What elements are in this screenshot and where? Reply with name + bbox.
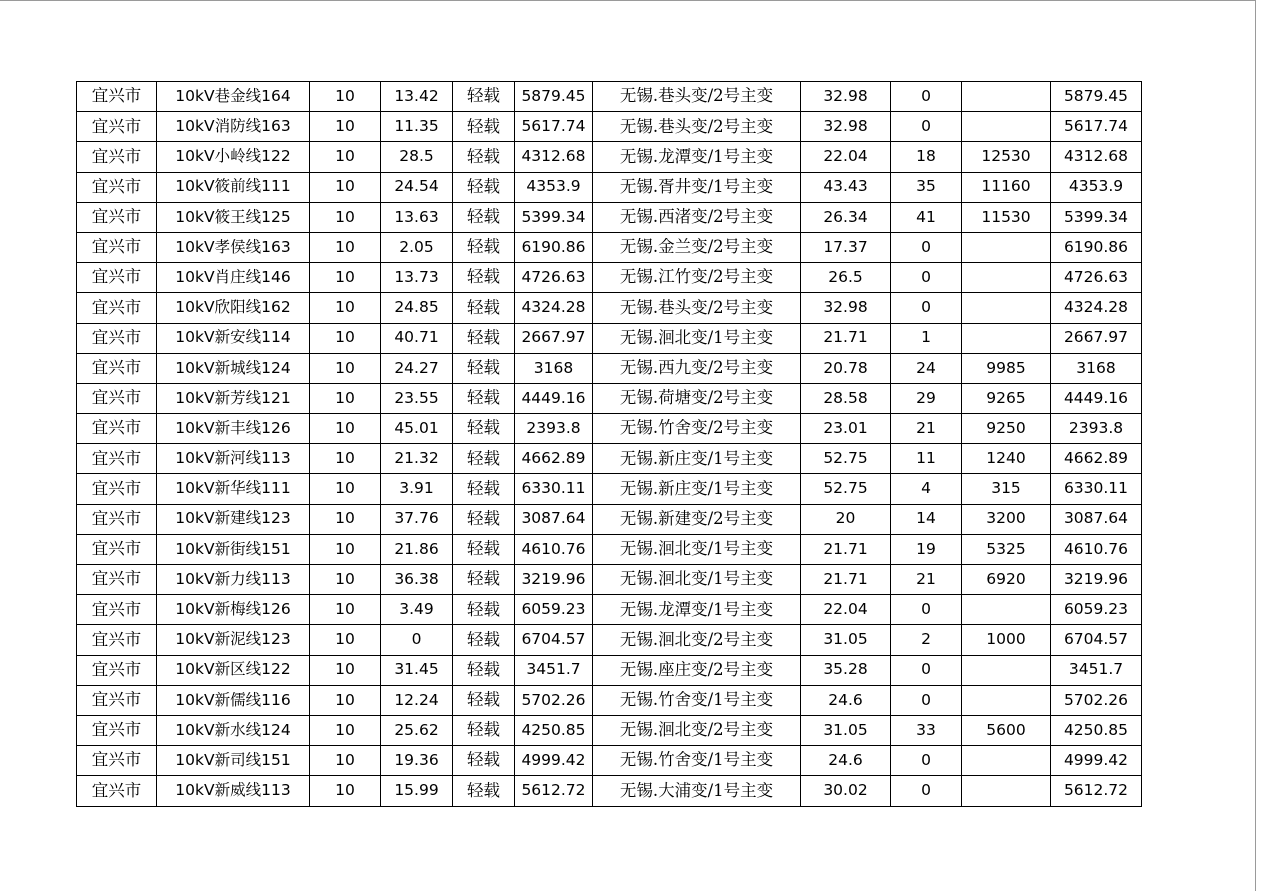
- transformer-load-rate-cell: 20.78: [801, 353, 891, 383]
- load-rate-cell: 13.42: [381, 82, 453, 112]
- city-cell: 宜兴市: [77, 172, 157, 202]
- transformer-load-rate-cell: 24.6: [801, 685, 891, 715]
- table-row: [77, 474, 1142, 504]
- line-name-cell: 10kV孝侯线163: [157, 232, 310, 262]
- substation-transformer-cell: 无锡.竹舍变/1号主变: [593, 746, 801, 776]
- reserved-capacity-cell: 9985: [962, 353, 1051, 383]
- count-cell: 14: [891, 504, 962, 534]
- reserved-capacity-cell: 1240: [962, 444, 1051, 474]
- voltage-cell: 10: [310, 625, 381, 655]
- capacity-cell: 4353.9: [515, 172, 593, 202]
- voltage-cell: 10: [310, 172, 381, 202]
- available-capacity-cell: 4449.16: [1051, 383, 1142, 413]
- line-name-cell: 10kV肖庄线146: [157, 263, 310, 293]
- count-cell: 2: [891, 625, 962, 655]
- substation-transformer-cell: 无锡.龙潭变/1号主变: [593, 595, 801, 625]
- reserved-capacity-cell: [962, 232, 1051, 262]
- count-cell: 0: [891, 232, 962, 262]
- line-name-cell: 10kV新华线111: [157, 474, 310, 504]
- count-cell: 24: [891, 353, 962, 383]
- voltage-cell: 10: [310, 263, 381, 293]
- load-rate-cell: 36.38: [381, 565, 453, 595]
- load-rate-cell: 28.5: [381, 142, 453, 172]
- transformer-load-rate-cell: 31.05: [801, 715, 891, 745]
- available-capacity-cell: 5617.74: [1051, 112, 1142, 142]
- capacity-cell: 3451.7: [515, 655, 593, 685]
- load-status-cell: 轻载: [453, 625, 515, 655]
- count-cell: 0: [891, 685, 962, 715]
- city-cell: 宜兴市: [77, 776, 157, 806]
- capacity-cell: 3168: [515, 353, 593, 383]
- substation-transformer-cell: 无锡.胥井变/1号主变: [593, 172, 801, 202]
- transformer-load-rate-cell: 52.75: [801, 474, 891, 504]
- load-status-cell: 轻载: [453, 655, 515, 685]
- transformer-load-rate-cell: 17.37: [801, 232, 891, 262]
- count-cell: 21: [891, 565, 962, 595]
- voltage-cell: 10: [310, 232, 381, 262]
- load-status-cell: 轻载: [453, 504, 515, 534]
- table-row: [77, 202, 1142, 232]
- load-status-cell: 轻载: [453, 263, 515, 293]
- voltage-cell: 10: [310, 746, 381, 776]
- substation-transformer-cell: 无锡.洄北变/1号主变: [593, 534, 801, 564]
- substation-transformer-cell: 无锡.巷头变/2号主变: [593, 293, 801, 323]
- capacity-cell: 5617.74: [515, 112, 593, 142]
- voltage-cell: 10: [310, 353, 381, 383]
- capacity-cell: 6059.23: [515, 595, 593, 625]
- transformer-load-rate-cell: 21.71: [801, 534, 891, 564]
- voltage-cell: 10: [310, 323, 381, 353]
- substation-transformer-cell: 无锡.龙潭变/1号主变: [593, 142, 801, 172]
- line-name-cell: 10kV小岭线122: [157, 142, 310, 172]
- city-cell: 宜兴市: [77, 746, 157, 776]
- count-cell: 33: [891, 715, 962, 745]
- city-cell: 宜兴市: [77, 565, 157, 595]
- load-status-cell: 轻载: [453, 202, 515, 232]
- table-row: [77, 353, 1142, 383]
- table-row: [77, 323, 1142, 353]
- capacity-cell: 2667.97: [515, 323, 593, 353]
- count-cell: 0: [891, 746, 962, 776]
- table-row: [77, 172, 1142, 202]
- load-status-cell: 轻载: [453, 444, 515, 474]
- available-capacity-cell: 6330.11: [1051, 474, 1142, 504]
- line-name-cell: 10kV新城线124: [157, 353, 310, 383]
- capacity-cell: 4250.85: [515, 715, 593, 745]
- line-name-cell: 10kV筱前线111: [157, 172, 310, 202]
- voltage-cell: 10: [310, 414, 381, 444]
- line-name-cell: 10kV新河线113: [157, 444, 310, 474]
- voltage-cell: 10: [310, 82, 381, 112]
- reserved-capacity-cell: 11160: [962, 172, 1051, 202]
- reserved-capacity-cell: 12530: [962, 142, 1051, 172]
- available-capacity-cell: 4250.85: [1051, 715, 1142, 745]
- table-row: [77, 534, 1142, 564]
- substation-transformer-cell: 无锡.巷头变/2号主变: [593, 82, 801, 112]
- city-cell: 宜兴市: [77, 474, 157, 504]
- count-cell: 19: [891, 534, 962, 564]
- available-capacity-cell: 6059.23: [1051, 595, 1142, 625]
- available-capacity-cell: 3219.96: [1051, 565, 1142, 595]
- transformer-load-rate-cell: 21.71: [801, 323, 891, 353]
- capacity-cell: 6190.86: [515, 232, 593, 262]
- count-cell: 21: [891, 414, 962, 444]
- available-capacity-cell: 6704.57: [1051, 625, 1142, 655]
- load-status-cell: 轻载: [453, 142, 515, 172]
- reserved-capacity-cell: 3200: [962, 504, 1051, 534]
- reserved-capacity-cell: [962, 112, 1051, 142]
- load-rate-cell: 13.73: [381, 263, 453, 293]
- city-cell: 宜兴市: [77, 323, 157, 353]
- voltage-cell: 10: [310, 202, 381, 232]
- transformer-load-rate-cell: 26.5: [801, 263, 891, 293]
- capacity-cell: 4449.16: [515, 383, 593, 413]
- table-row: [77, 776, 1142, 806]
- line-name-cell: 10kV新丰线126: [157, 414, 310, 444]
- reserved-capacity-cell: [962, 595, 1051, 625]
- load-status-cell: 轻载: [453, 474, 515, 504]
- load-rate-cell: 24.85: [381, 293, 453, 323]
- count-cell: 18: [891, 142, 962, 172]
- count-cell: 1: [891, 323, 962, 353]
- load-rate-cell: 45.01: [381, 414, 453, 444]
- voltage-cell: 10: [310, 383, 381, 413]
- voltage-cell: 10: [310, 534, 381, 564]
- substation-transformer-cell: 无锡.巷头变/2号主变: [593, 112, 801, 142]
- substation-transformer-cell: 无锡.洄北变/1号主变: [593, 565, 801, 595]
- load-rate-cell: 0: [381, 625, 453, 655]
- transformer-load-rate-cell: 22.04: [801, 142, 891, 172]
- line-name-cell: 10kV消防线163: [157, 112, 310, 142]
- line-name-cell: 10kV新建线123: [157, 504, 310, 534]
- voltage-cell: 10: [310, 142, 381, 172]
- line-name-cell: 10kV新威线113: [157, 776, 310, 806]
- table-row: [77, 414, 1142, 444]
- line-name-cell: 10kV新安线114: [157, 323, 310, 353]
- load-status-cell: 轻载: [453, 232, 515, 262]
- load-status-cell: 轻载: [453, 172, 515, 202]
- load-status-cell: 轻载: [453, 746, 515, 776]
- capacity-cell: 4662.89: [515, 444, 593, 474]
- table-row: [77, 263, 1142, 293]
- city-cell: 宜兴市: [77, 232, 157, 262]
- reserved-capacity-cell: 9265: [962, 383, 1051, 413]
- available-capacity-cell: 4999.42: [1051, 746, 1142, 776]
- table-row: [77, 625, 1142, 655]
- count-cell: 0: [891, 776, 962, 806]
- city-cell: 宜兴市: [77, 685, 157, 715]
- load-rate-cell: 19.36: [381, 746, 453, 776]
- available-capacity-cell: 5702.26: [1051, 685, 1142, 715]
- line-name-cell: 10kV新力线113: [157, 565, 310, 595]
- city-cell: 宜兴市: [77, 414, 157, 444]
- line-name-cell: 10kV新儒线116: [157, 685, 310, 715]
- transformer-load-rate-cell: 52.75: [801, 444, 891, 474]
- transformer-load-rate-cell: 32.98: [801, 82, 891, 112]
- line-name-cell: 10kV巷金线164: [157, 82, 310, 112]
- transformer-load-rate-cell: 22.04: [801, 595, 891, 625]
- line-name-cell: 10kV新街线151: [157, 534, 310, 564]
- table-body: [77, 82, 1142, 807]
- available-capacity-cell: 3168: [1051, 353, 1142, 383]
- substation-transformer-cell: 无锡.竹舍变/1号主变: [593, 685, 801, 715]
- table-row: [77, 746, 1142, 776]
- reserved-capacity-cell: 11530: [962, 202, 1051, 232]
- capacity-cell: 6704.57: [515, 625, 593, 655]
- city-cell: 宜兴市: [77, 353, 157, 383]
- count-cell: 0: [891, 112, 962, 142]
- reserved-capacity-cell: 5600: [962, 715, 1051, 745]
- load-rate-cell: 2.05: [381, 232, 453, 262]
- city-cell: 宜兴市: [77, 263, 157, 293]
- transformer-load-rate-cell: 31.05: [801, 625, 891, 655]
- substation-transformer-cell: 无锡.洄北变/2号主变: [593, 715, 801, 745]
- capacity-cell: 3087.64: [515, 504, 593, 534]
- count-cell: 0: [891, 655, 962, 685]
- substation-transformer-cell: 无锡.竹舍变/2号主变: [593, 414, 801, 444]
- count-cell: 4: [891, 474, 962, 504]
- available-capacity-cell: 3451.7: [1051, 655, 1142, 685]
- available-capacity-cell: 4324.28: [1051, 293, 1142, 323]
- available-capacity-cell: 2667.97: [1051, 323, 1142, 353]
- load-rate-cell: 24.27: [381, 353, 453, 383]
- available-capacity-cell: 4662.89: [1051, 444, 1142, 474]
- capacity-cell: 5702.26: [515, 685, 593, 715]
- load-rate-cell: 25.62: [381, 715, 453, 745]
- transformer-load-rate-cell: 20: [801, 504, 891, 534]
- city-cell: 宜兴市: [77, 142, 157, 172]
- load-status-cell: 轻载: [453, 685, 515, 715]
- available-capacity-cell: 4353.9: [1051, 172, 1142, 202]
- line-name-cell: 10kV新水线124: [157, 715, 310, 745]
- load-status-cell: 轻载: [453, 534, 515, 564]
- table-row: [77, 565, 1142, 595]
- reserved-capacity-cell: 9250: [962, 414, 1051, 444]
- load-rate-cell: 3.91: [381, 474, 453, 504]
- count-cell: 0: [891, 595, 962, 625]
- capacity-cell: 4610.76: [515, 534, 593, 564]
- load-status-cell: 轻载: [453, 595, 515, 625]
- table-row: [77, 112, 1142, 142]
- capacity-cell: 5879.45: [515, 82, 593, 112]
- count-cell: 0: [891, 293, 962, 323]
- table-row: [77, 444, 1142, 474]
- count-cell: 11: [891, 444, 962, 474]
- load-rate-cell: 11.35: [381, 112, 453, 142]
- voltage-cell: 10: [310, 112, 381, 142]
- city-cell: 宜兴市: [77, 82, 157, 112]
- load-status-cell: 轻载: [453, 414, 515, 444]
- substation-transformer-cell: 无锡.洄北变/2号主变: [593, 625, 801, 655]
- voltage-cell: 10: [310, 565, 381, 595]
- city-cell: 宜兴市: [77, 202, 157, 232]
- voltage-cell: 10: [310, 655, 381, 685]
- substation-transformer-cell: 无锡.新建变/2号主变: [593, 504, 801, 534]
- city-cell: 宜兴市: [77, 112, 157, 142]
- city-cell: 宜兴市: [77, 715, 157, 745]
- count-cell: 0: [891, 263, 962, 293]
- load-rate-cell: 24.54: [381, 172, 453, 202]
- city-cell: 宜兴市: [77, 383, 157, 413]
- capacity-cell: 2393.8: [515, 414, 593, 444]
- substation-transformer-cell: 无锡.座庄变/2号主变: [593, 655, 801, 685]
- city-cell: 宜兴市: [77, 504, 157, 534]
- capacity-cell: 6330.11: [515, 474, 593, 504]
- load-status-cell: 轻载: [453, 565, 515, 595]
- voltage-cell: 10: [310, 504, 381, 534]
- line-name-cell: 10kV新芳线121: [157, 383, 310, 413]
- count-cell: 41: [891, 202, 962, 232]
- substation-transformer-cell: 无锡.西九变/2号主变: [593, 353, 801, 383]
- transformer-load-rate-cell: 21.71: [801, 565, 891, 595]
- city-cell: 宜兴市: [77, 444, 157, 474]
- transformer-load-rate-cell: 23.01: [801, 414, 891, 444]
- substation-transformer-cell: 无锡.洄北变/1号主变: [593, 323, 801, 353]
- load-status-cell: 轻载: [453, 82, 515, 112]
- transformer-load-rate-cell: 26.34: [801, 202, 891, 232]
- capacity-cell: 3219.96: [515, 565, 593, 595]
- load-status-cell: 轻载: [453, 353, 515, 383]
- available-capacity-cell: 5399.34: [1051, 202, 1142, 232]
- table-row: [77, 504, 1142, 534]
- available-capacity-cell: 5612.72: [1051, 776, 1142, 806]
- substation-transformer-cell: 无锡.西渚变/2号主变: [593, 202, 801, 232]
- substation-transformer-cell: 无锡.新庄变/1号主变: [593, 444, 801, 474]
- available-capacity-cell: 4726.63: [1051, 263, 1142, 293]
- line-name-cell: 10kV欣阳线162: [157, 293, 310, 323]
- city-cell: 宜兴市: [77, 655, 157, 685]
- load-status-cell: 轻载: [453, 715, 515, 745]
- table-row: [77, 595, 1142, 625]
- transformer-load-rate-cell: 30.02: [801, 776, 891, 806]
- available-capacity-cell: 6190.86: [1051, 232, 1142, 262]
- line-name-cell: 10kV筱王线125: [157, 202, 310, 232]
- count-cell: 35: [891, 172, 962, 202]
- load-rate-cell: 3.49: [381, 595, 453, 625]
- city-cell: 宜兴市: [77, 625, 157, 655]
- table-row: [77, 232, 1142, 262]
- load-status-cell: 轻载: [453, 323, 515, 353]
- capacity-cell: 4324.28: [515, 293, 593, 323]
- reserved-capacity-cell: [962, 82, 1051, 112]
- voltage-cell: 10: [310, 715, 381, 745]
- capacity-cell: 4312.68: [515, 142, 593, 172]
- table-row: [77, 655, 1142, 685]
- voltage-cell: 10: [310, 444, 381, 474]
- line-name-cell: 10kV新区线122: [157, 655, 310, 685]
- capacity-cell: 5612.72: [515, 776, 593, 806]
- voltage-cell: 10: [310, 293, 381, 323]
- load-rate-cell: 15.99: [381, 776, 453, 806]
- reserved-capacity-cell: [962, 685, 1051, 715]
- substation-transformer-cell: 无锡.新庄变/1号主变: [593, 474, 801, 504]
- count-cell: 29: [891, 383, 962, 413]
- load-rate-cell: 40.71: [381, 323, 453, 353]
- load-status-cell: 轻载: [453, 383, 515, 413]
- load-rate-cell: 21.86: [381, 534, 453, 564]
- substation-transformer-cell: 无锡.荷塘变/2号主变: [593, 383, 801, 413]
- table-row: [77, 685, 1142, 715]
- table-row: [77, 82, 1142, 112]
- available-capacity-cell: 3087.64: [1051, 504, 1142, 534]
- load-rate-cell: 23.55: [381, 383, 453, 413]
- substation-transformer-cell: 无锡.江竹变/2号主变: [593, 263, 801, 293]
- capacity-cell: 4999.42: [515, 746, 593, 776]
- voltage-cell: 10: [310, 595, 381, 625]
- voltage-cell: 10: [310, 776, 381, 806]
- line-name-cell: 10kV新泥线123: [157, 625, 310, 655]
- capacity-cell: 5399.34: [515, 202, 593, 232]
- transformer-load-rate-cell: 32.98: [801, 112, 891, 142]
- available-capacity-cell: 5879.45: [1051, 82, 1142, 112]
- table-row: [77, 715, 1142, 745]
- load-status-cell: 轻载: [453, 293, 515, 323]
- count-cell: 0: [891, 82, 962, 112]
- city-cell: 宜兴市: [77, 534, 157, 564]
- available-capacity-cell: 2393.8: [1051, 414, 1142, 444]
- reserved-capacity-cell: 315: [962, 474, 1051, 504]
- reserved-capacity-cell: [962, 776, 1051, 806]
- load-rate-cell: 37.76: [381, 504, 453, 534]
- substation-transformer-cell: 无锡.金兰变/2号主变: [593, 232, 801, 262]
- voltage-cell: 10: [310, 685, 381, 715]
- city-cell: 宜兴市: [77, 595, 157, 625]
- available-capacity-cell: 4312.68: [1051, 142, 1142, 172]
- transformer-load-rate-cell: 43.43: [801, 172, 891, 202]
- feeder-load-table: [76, 81, 1142, 807]
- load-rate-cell: 13.63: [381, 202, 453, 232]
- line-name-cell: 10kV新梅线126: [157, 595, 310, 625]
- reserved-capacity-cell: [962, 746, 1051, 776]
- reserved-capacity-cell: [962, 323, 1051, 353]
- reserved-capacity-cell: [962, 263, 1051, 293]
- reserved-capacity-cell: 1000: [962, 625, 1051, 655]
- substation-transformer-cell: 无锡.大浦变/1号主变: [593, 776, 801, 806]
- transformer-load-rate-cell: 24.6: [801, 746, 891, 776]
- reserved-capacity-cell: 6920: [962, 565, 1051, 595]
- transformer-load-rate-cell: 35.28: [801, 655, 891, 685]
- city-cell: 宜兴市: [77, 293, 157, 323]
- reserved-capacity-cell: 5325: [962, 534, 1051, 564]
- table-row: [77, 142, 1142, 172]
- capacity-cell: 4726.63: [515, 263, 593, 293]
- transformer-load-rate-cell: 28.58: [801, 383, 891, 413]
- reserved-capacity-cell: [962, 655, 1051, 685]
- available-capacity-cell: 4610.76: [1051, 534, 1142, 564]
- line-name-cell: 10kV新司线151: [157, 746, 310, 776]
- load-rate-cell: 21.32: [381, 444, 453, 474]
- load-status-cell: 轻载: [453, 112, 515, 142]
- load-rate-cell: 31.45: [381, 655, 453, 685]
- table-row: [77, 293, 1142, 323]
- transformer-load-rate-cell: 32.98: [801, 293, 891, 323]
- table-row: [77, 383, 1142, 413]
- load-status-cell: 轻载: [453, 776, 515, 806]
- voltage-cell: 10: [310, 474, 381, 504]
- reserved-capacity-cell: [962, 293, 1051, 323]
- load-rate-cell: 12.24: [381, 685, 453, 715]
